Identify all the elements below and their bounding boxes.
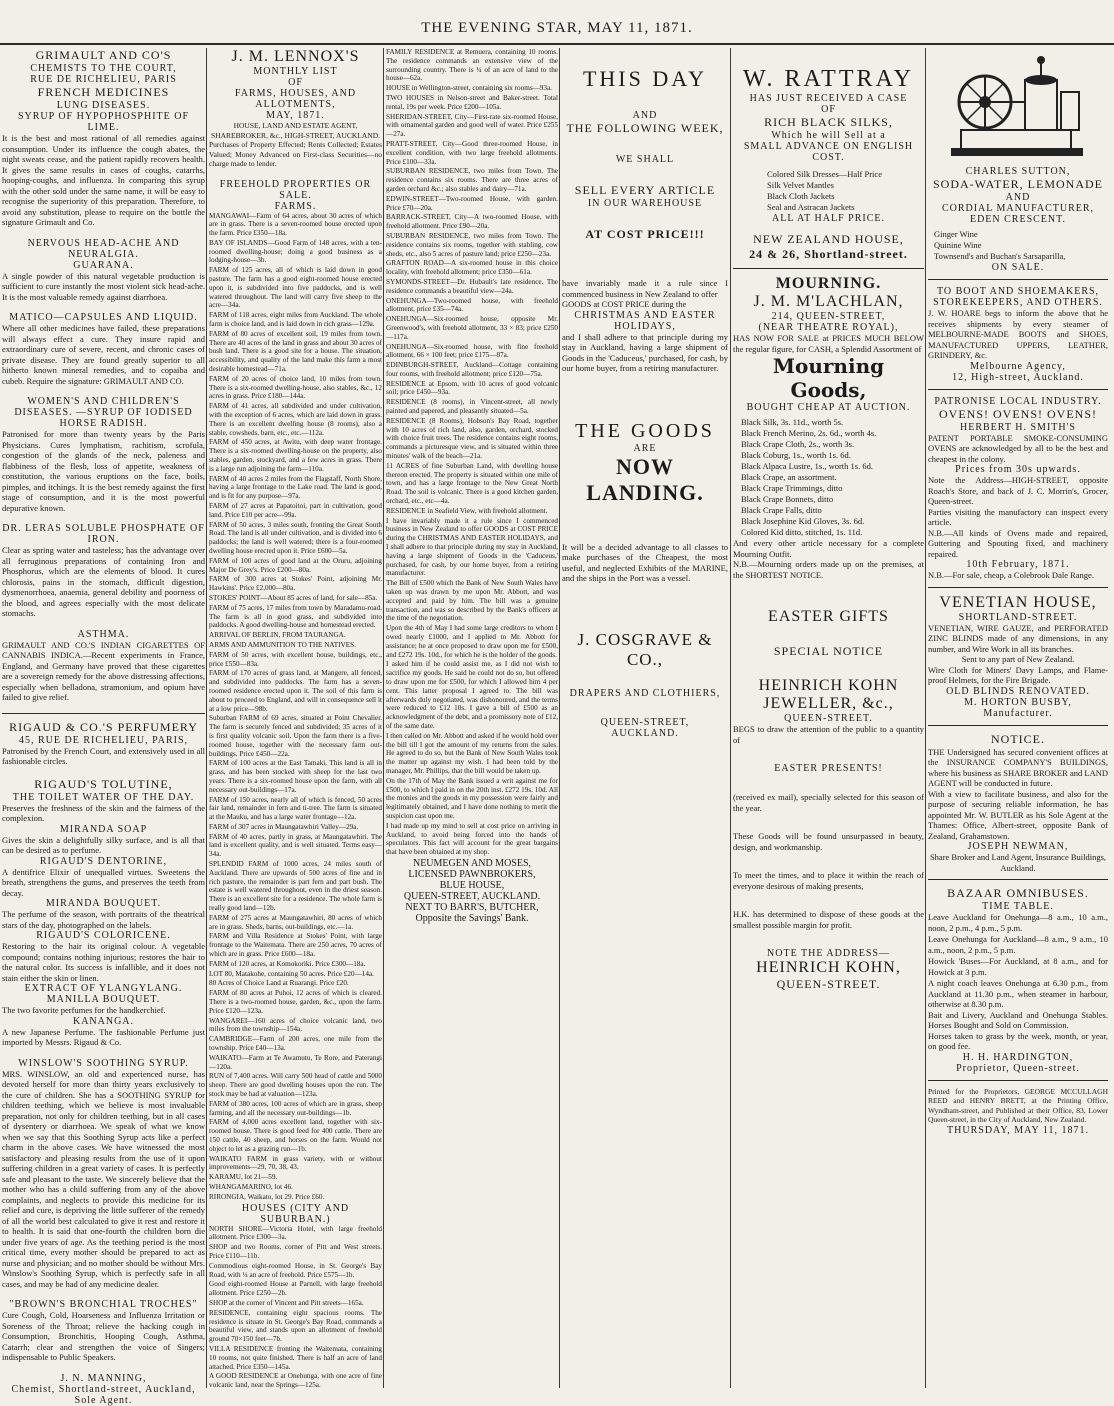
ad-subheading: "BROWN'S BRONCHIAL TROCHES" — [9, 1299, 198, 1310]
ad-body: have invariably made it a rule since I commenced business in New Zealand to offer — [562, 278, 728, 299]
ad-heading: FRENCH MEDICINES — [37, 85, 170, 99]
column-3 — [386, 48, 558, 1388]
column-rule — [559, 48, 560, 1388]
ad-subheading: DRAPERS AND CLOTHIERS, — [569, 687, 721, 699]
listing-entry: MANGAWAI—Farm of 64 acres, about 30 acres of which are in grass. There is a seven-roomed house erected upon the farm. Price £350—18a. — [209, 211, 382, 238]
ad-heading: RIGAUD & CO.'S PERFUMERY — [9, 719, 198, 734]
timetable-entry: Howick 'Buses—For Auckland, at 8 a.m., and for Howick at 3 p.m. — [928, 956, 1108, 977]
listing-entry: RESIDENCE, containing eight spacious rooms. The residence is situate in St. George's Bay Road, commands a beautiful view, and stands upon an allotment of freehold ground 70×150 feet—7b. — [209, 1308, 382, 1344]
ad-body: Which he will Sell at a — [771, 130, 886, 141]
ad-body: Parties visiting the manufactory can inspect every article. — [928, 506, 1108, 527]
ad-address: 24 & 26, Shortland-street. — [749, 247, 908, 261]
item-list — [733, 417, 924, 538]
masthead-rule — [0, 43, 1114, 45]
ad-subheading: OF — [821, 104, 836, 115]
ad-body: Bait and Livery, Auckland and Onehunga Stables. Horses Bought and Sold on Commission. — [928, 1009, 1108, 1030]
ad-subheading: FARMS, HOUSES, AND ALLOTMENTS, — [234, 88, 357, 110]
ad-subheading: FREEHOLD PROPERTIES OR SALE. — [219, 178, 372, 201]
listing-entry: STOKES' POINT—About 85 acres of land, for sale—85a. — [209, 593, 378, 602]
ad-body: A dentifrice Elixir of unequalled virtues. Sweetens the breath, strengthens the gums, and preserves the teeth from decay. — [2, 866, 205, 898]
ad-line: NEUMEGEN AND MOSES, — [412, 857, 532, 869]
ad-body: Prices from 30s upwards. — [955, 464, 1081, 475]
ad-heading: BAZAAR OMNIBUSES. — [947, 886, 1089, 900]
listing-entry: WAIKATO FARM in grass variety, with or without improvements—29, 70, 38, 43. — [209, 1154, 382, 1172]
listing-entry: 11 ACRES of fine Suburban Land, with dwelling house thereon erected. The property is situated within one mile of town, and has a large frontage to the New Great North Road. The soil is volcanic. There is a good kitchen garden, orchard, etc., etc—4a. — [386, 461, 558, 506]
listing-entry: FARM of 40 acres 2 miles from the Flagstaff, North Shore, having a large frontage to the Lake road. The land is good, and is fit for any purpose—97a. — [209, 474, 382, 501]
listing-entry: RUN of 7,400 acres. Will carry 500 head of cattle and 5000 sheep. There are good dwelling houses upon the run. The stock may be had at valuation—123a. — [209, 1072, 382, 1098]
divider — [928, 1080, 1108, 1081]
ad-subheading: QUEEN-STREET, — [600, 716, 690, 728]
listing-entry: EDWIN-STREET—Two-roomed House, with garden. Price £70—20a. — [386, 194, 558, 212]
ad-headline: THIS DAY — [582, 66, 708, 91]
listing-entry: HOUSE in Wellington-street, containing six rooms—93a. — [386, 84, 552, 93]
listing-entry: GRAFTON ROAD—A six-roomed house in this choice locality, with freehold allotment; price £350—61a. — [386, 259, 558, 277]
listing-entry: 80 Acres of Choice Land at Ruarangi. Price £20. — [209, 979, 349, 988]
listing-entry: FARM of 40 acres, partly in grass, at Maungatawhiri. The land is excellent quality, and is well situated. Terms easy—34a. — [209, 832, 382, 859]
item: Black French Merino, 2s. 6d., worth 4s. — [741, 428, 877, 438]
item: Black Crape Trimmings, ditto — [741, 483, 843, 493]
listing-entry: FARM of 450 acres, at Awitu, with deep water frontage. There is a six-roomed dwelling-house on the property, also stables, garden, stockyard, and a few acres in grass. There is a large run adjoining the farm—110a. — [209, 438, 382, 473]
ad-subheading: EXTRACT OF YLANGYLANG. MANILLA BOUQUET. — [24, 983, 183, 1005]
ad-heading: Mourning Goods, — [772, 354, 885, 402]
listing-entry: FARM of 100 acres at the East Tamaki. This land is all in grass, and has been stocked with sheep for the last two years. There is a six-roomed house upon the farm, with all necessary out-buildings—17a. — [209, 759, 382, 794]
ad-subheading: LUNG DISEASES. — [56, 100, 151, 111]
timetable-entry: Leave Onehunga for Auckland—8 a.m., 9 a.m., 10 a.m., noon, 2 p.m., 5 p.m. — [928, 934, 1108, 955]
listing-entry: SUBURBAN RESIDENCE, two miles from Town. The residence contains six rooms. There are three acres of garden orchard &c.; also stables and dairy—71a. — [386, 167, 558, 193]
ad-heading: J. M. M'LACHLAN, — [753, 293, 904, 310]
listing-entry: Good eight-roomed House at Parnell, with large freehold allotment. Price £250—2b. — [209, 1280, 382, 1298]
ad-address: Melbourne Agency, — [970, 360, 1066, 372]
ad-body: The perfume of the season, with portraits of the theatrical stars of the day, photographed on the labels. — [2, 909, 205, 930]
ad-heading: J. M. LENNOX'S — [231, 48, 360, 65]
listing-entry: ONEHUNGA—Six-roomed house, opposite Mr. Greenwood's, with freehold allotment, 33 × 83; price £250—117a. — [386, 315, 558, 341]
ad-body: N.B.—For sale, cheap, a Colebrook Dale Range. — [928, 570, 1094, 580]
ad-body: A new Japanese Perfume. The fashionable Perfume just imported by Messrs. Rigaud & Co. — [2, 1026, 205, 1047]
item: Black Crape Bonnets, ditto — [741, 494, 834, 504]
ad-subheading: FARMS. — [274, 200, 317, 212]
ad-body: It will be a decided advantage to all classes to make purchases of the Cheapest, the most useful, and neglected Exhibits of the MARINE, and the ships in the Port was a vessel. — [562, 541, 728, 583]
ad-body: Clear as spring water and tasteless; has the advantage over all ferruginous preparations of containing Iron and Phosphorus, which are the elements of blood. It cures chlorosis, pains in the stomach, difficult digestion, dysmenorrhoea, anaemia, general debility and poorness of the blood, and agrees especially with the most delicate stomachs. — [2, 545, 205, 618]
ad-body: THE Undersigned has secured convenient offices at the INSURANCE COMPANY'S BUILDINGS, where his business as SHARE BROKER and LAND AGENT will be conducted in future. — [928, 746, 1108, 788]
ad-subheading: NOTE THE ADDRESS— — [767, 948, 890, 959]
letter-paragraph: I then called on Mr. Abbott and asked if he would hold over the bill till I got the amount of my returns from the sales. He agreed to do so, but the Bank of New South Wales took the matter up against my wish. I had been told by the manager, Mr. Phillips, that the bill would be taken up. — [386, 731, 558, 775]
ad-heading: HEINRICH KOHN, — [756, 959, 901, 976]
ad-subheading: WINSLOW'S SOOTHING SYRUP. — [18, 1057, 189, 1069]
ad-heading: CHARLES SUTTON, — [965, 166, 1071, 177]
listing-entry: FARM of 27 acres at Papatoitoi, part in cultivation, good land. Price £10 per acre—99a. — [209, 502, 382, 519]
ad-body: MRS. WINSLOW, an old and experienced nurse, has devoted herself for more than thirty years exclusively to the cure of children. She has a SOOTHING SYRUP for children teething, which we believe is most invaluable preparation, not only for children teething, but in all cases of dysentery or diarrhoea. We speak of what we know when we say that this Soothing Syrup acts like a perfect charm in the above cases. We have witnessed the most satisfactory and pleasing results from the use of it upon suffering children in a great variety of cases. It is perfectly safe and pleasant to the taste. We sincerely believe that the mother who has a child suffering from any of the above complaints, and neglects to provide this medicine for its relief and cure, is depriving the little sufferer of the remedy of all the world best calculated to give it rest and restore it to health. It is said that one-fourth the children born die under five years of age. As the teething period is the most critical time, every mother should be prepared to act as nurse and physician; and no mother should be without Mrs. Winslow's Soothing Syrup, which is perfectly safe in all cases, and may be had of any medicine dealer. — [2, 1068, 205, 1289]
ad-heading: TO BOOT AND SHOEMAKERS, STOREKEEPERS, AND OTHERS. — [933, 286, 1103, 308]
ad-subheading: RIGAUD'S DENTORINE, — [39, 855, 168, 867]
letter-paragraph: Upon the 4th of May I had some large creditors to whom I owed nearly £1000, and I applied to Mr. Abbott for assistance; he at once proposed to draw upon me for £500, and £272 19s. 10d., for which he is the holder of the goods. — [386, 624, 558, 659]
item: Black Alpaca Lustre, 1s., worth 1s. 6d. — [741, 461, 873, 471]
divider — [928, 279, 1108, 280]
ad-address: Chemist, Shortland-street, Auckland, — [11, 1383, 196, 1395]
listing-entry: FAMILY RESIDENCE at Remuera, containing 10 rooms. The residence commands an extensive view of the surrounding country. There is ¼ of an acre of land to the house—62a. — [386, 48, 558, 83]
listing-entry: SHOP and two Rooms, corner of Pitt and West streets. Price £110—11b. — [209, 1243, 382, 1260]
ad-body: These Goods will be found unsurpassed in beauty, design, and workmanship. — [733, 831, 924, 852]
ad-body: Cure Cough, Cold, Hoarseness and Influenza Irritation or Soreness of the Throat; relieve the hacking cough in Consumption, Bronchitis, Hooping Cough, Asthma, Catarrh; clear and strengthen the voice of Singers; indispensable to Public Speakers. — [2, 1310, 205, 1362]
ad-heading: RIGAUD'S TOLUTINE, — [34, 776, 173, 791]
item: Black Crape Cloth, 2s., worth 3s. — [741, 439, 855, 449]
property-listing — [386, 48, 558, 516]
masthead-title: THE EVENING STAR, MAY 11, 1871. — [421, 20, 693, 36]
listing-entry: PRATT-STREET, City—Good three-roomed House, in excellent condition, with two large freehold allotments. Price £100—33a. — [386, 139, 558, 166]
listing-entry: FARM of 170 acres of grass land, at Mangere, all fenced, and subdivided into paddocks. The farm has a seven-roomed residence erected upon it. The soil of this farm is about to proceed to England, and will in consequence sell it at a low price—98b. — [209, 669, 382, 713]
letter-paragraph: I had made up my mind to sell at cost price on arriving in Auckland, to avoid being forced into the hands of speculators. This fact will account for the great bargains that have been obtained at my shop. — [386, 821, 558, 857]
item: Black Silk, 3s. 11d., worth 5s. — [741, 417, 844, 427]
ad-subheading: EASTER PRESENTS! — [774, 763, 883, 774]
ad-headline: THE GOODS — [575, 419, 715, 442]
pawnbroker-ad — [386, 858, 558, 924]
ad-subheading: AT COST PRICE!!! — [585, 227, 705, 241]
item: Black Coburg, 1s., worth 1s. 6d. — [741, 450, 851, 460]
listing-entry: WANGAREI—160 acres of choice volcanic land, two miles from the township—154a. — [209, 1016, 382, 1034]
ad-subheading: ALL AT HALF PRICE. — [771, 213, 885, 224]
ad-heading: HEINRICH KOHN — [758, 677, 899, 694]
ad-heading: GRIMAULT AND CO'S — [35, 48, 172, 62]
ad-subheading: AND — [1005, 192, 1031, 203]
ad-body: With a view to facilitate business, and also for the purpose of securing reliable information, he has appointed Mr. W. BUTLER as his Sole Agent at the Thames: Office, Albert-street, opposite Bank of Zealand, Grahamstown. — [928, 788, 1108, 841]
listing-entry: LOT 80, Matakohe, containing 50 acres. Price £20—14a. — [209, 969, 374, 978]
listing-entry: FARM of 125 acres, all of which is laid down in good pasture. The farm has a good eight-roomed house erected upon it, is subdivided into five paddocks, and is well watered throughout. The land will carry five sheep to the acre—34a. — [209, 266, 382, 310]
ad-date: MAY, 1871. — [266, 110, 325, 121]
ad-heading: HERBERT H. SMITH'S — [960, 421, 1076, 433]
ad-body: Share Broker and Land Agent, Insurance Buildings, Auckland. — [929, 852, 1107, 873]
ad-body: And every other article necessary for a complete Mourning Outfit. — [733, 538, 924, 559]
listing-entry: Commodious eight-roomed House, in St. George's Bay Road, with ¼ an acre of freehold. Price £575—1b. — [209, 1261, 382, 1279]
ad-subheading: MIRANDA BOUQUET. — [45, 898, 162, 909]
listing-entry: SUBURBAN RESIDENCE, two miles from Town. The residence contains six rooms, together with stabling, cow sheds, etc., also 5 acres of pasture land; price £250—23a. — [386, 231, 558, 258]
ad-headline: NOW LANDING. — [586, 453, 704, 505]
listing-entry: SHOP at the corner of Vincent and Pitt streets—165a. — [209, 1298, 364, 1307]
ad-body: (received ex mail), specially selected for this season of the year. — [733, 792, 924, 813]
ad-body: Restoring to the hair its original colour. A vegetable compound; contains nothing injurious; restores the hair to the natural color. Its success is infallible, and it does not stain either the skin or linen. — [2, 941, 205, 983]
listing-entry: SHERIDAN-STREET, City—First-rate six-roomed House, with ornamental garden and good well of water. Price £255—27a. — [386, 112, 558, 139]
ad-body: A single powder of this natural vegetable production is sufficient to cure instantly the most violent sick head-ache. It is the most valuable remedy against diarrhoea. — [2, 270, 205, 302]
listing-entry: SPLENDID FARM of 1000 acres, 24 miles south of Auckland. There are upwards of 500 acres of fine and in rich pasture, the remainder is part fern and part bush. The estate is well watered throughout, even in the driest season. There is an excellent site for a residence. The whole farm is really good land—12b. — [209, 860, 382, 913]
ad-body: and I shall adhere to that principle during my stay in Auckland, having a large shipment of Goods in the 'Caduceus,' purchased, for cash, by our home buyer, from a retiring manufacturer. — [562, 331, 728, 373]
listing-entry: WHANGAMARINO, lot 46. — [209, 1182, 293, 1191]
listing-entry: ONEHUNGA—Six-roomed house, with fine freehold allotment, 66 × 100 feet; price £175—87a. — [386, 342, 558, 360]
listing-entry: FARM of 120 acres, at Komokoriki. Price £300—18a. — [209, 959, 366, 968]
ad-subheading: OF — [288, 77, 303, 88]
ad-body: N.B.—All kinds of Ovens made and repaired, Guttering and Spouting fixed, and machinery repaired. — [928, 527, 1108, 559]
item: Black Crape Falls, ditto — [741, 505, 822, 515]
listing-entry: TWO HOUSES in Nelson-street and Baker-street. Total rental, 19s per week. Price £200—105a. — [386, 93, 558, 111]
listing-entry: BARRACK-STREET, City—A two-roomed House, with freehold allotment. Price £90—20a. — [386, 213, 558, 231]
listing-entry: FARM of 307 acres in Maungatawhiri Valley—29a. — [209, 822, 359, 831]
column-2 — [209, 48, 382, 1388]
ad-subheading: THE FOLLOWING WEEK, — [566, 121, 724, 135]
ad-subheading: CHRISTMAS AND EASTER — [574, 309, 716, 321]
listing-entry: FARM of 80 acres of excellent soil, 19 miles from town. There are 40 acres of the land in grass and about 30 acres of bush land. There is a good site for a house. The situation, accessibility, and quality of the land make this farm a most desirable homestead—71a. — [209, 329, 382, 374]
listing-entry: CAMBRIDGE—Farm of 200 acres, one mile from the township. Price £40—13a. — [209, 1035, 382, 1053]
item: Townsend's and Buchan's Sarsaparilla, — [934, 251, 1066, 261]
ad-headline: W. RATTRAY — [743, 66, 914, 92]
listing-entry: SYMONDS-STREET—Dr. Hubault's late residence. The residence commands a beautiful view—24a. — [386, 277, 558, 295]
ad-heading: JEWELLER, &c., — [763, 695, 894, 712]
column-5 — [733, 48, 924, 1388]
ad-body: Note the Address—HIGH-STREET, opposite Roach's Store, and back of J. C. Morrin's, Grocer, Queen-street. — [928, 475, 1108, 506]
ad-address: (NEAR THEATRE ROYAL), — [758, 322, 899, 333]
ad-subheading: TIME TABLE. — [982, 901, 1054, 912]
ad-address: 12, High-street, Auckland. — [952, 371, 1084, 383]
letter-paragraph: I have invariably made it a rule since I commenced business in New Zealand to offer GOODS at COST PRICE during the CHRISTMAS AND EASTER HOLIDAYS, and I shall adhere to that principle during my stay in Auckland, having a large shipment of Goods in the 'Caduceus,' purchased, for cash, by our home buyer, from a retiring manufacturer. — [386, 516, 558, 578]
timetable-entry: Leave Auckland for Onehunga—8 a.m., 10 a.m., noon, 2 p.m., 4 p.m., 5 p.m. — [928, 912, 1108, 933]
ad-subheading: HOUSES (CITY AND SUBURBAN.) — [241, 1202, 350, 1225]
listing-entry: RIRONGIA, Waikato, lot 29. Price £60. — [209, 1192, 325, 1201]
ad-line: LICENSED PAWNBROKERS, — [408, 868, 536, 880]
divider — [2, 713, 205, 714]
ad-body: J. W. HOARE begs to inform the above that he receives shipments by every steamer of MELBOURNE-MADE BOOTS and SHOES, MANUFACTURED UPPERS, LEATHER, GRINDERY, &c. — [928, 308, 1108, 360]
ad-subheading: MATICO—CAPSULES AND LIQUID. — [9, 312, 198, 323]
ad-subheading: AUCKLAND. — [611, 727, 679, 739]
listing-entry: RESIDENCE in Seafield View, with freehold allotment. — [386, 506, 548, 515]
column-rule — [383, 48, 384, 1388]
item-list — [928, 912, 1108, 978]
ad-signature: Manufacturer. — [983, 707, 1053, 719]
column-rule — [925, 48, 926, 1388]
ad-body: Patronised by the French Court, and extensively used in all fashionable circles. — [2, 745, 205, 766]
listing-entry: FARM of 20 acres of choice land, 10 miles from town. There is a six-roomed dwelling-house, also stables, &c., 12 acres in grass. Price £180—144a. — [209, 374, 382, 401]
ad-body: To meet the times, and to place it within the reach of everyone desirous of making presents, — [733, 870, 924, 891]
listing-entry: FARM of 50 acres, with excellent house, buildings, etc., price £550—83a. — [209, 650, 382, 668]
ad-heading: MOURNING. — [775, 275, 882, 292]
ad-address: SHORTLAND-STREET. — [958, 611, 1078, 623]
ad-heading: NOTICE. — [991, 731, 1045, 746]
ad-subheading: DR. LERAS SOLUBLE PHOSPHATE OF IRON. — [2, 523, 205, 545]
ad-body: BEGS to draw the attention of the public to a quantity of — [733, 724, 924, 745]
listing-entry: FARM of 4,000 acres excellent land, together with six-roomed house. There is good feed for 400 cattle. There are 150 cattle, 40 sheep, and horses on the farm. Would not object to let as a grazing run—1b. — [209, 1118, 382, 1153]
column-4 — [562, 48, 728, 1388]
item: Ginger Wine — [934, 229, 978, 239]
ad-subheading: SPECIAL NOTICE — [773, 644, 884, 658]
listing-entry: FARM of 80 acres at Puhoi, 12 acres of which is cleared. There is a two-roomed house, garden, &c., upon the farm. Price £120—123a. — [209, 989, 382, 1015]
divider — [928, 879, 1108, 880]
ad-body: N.B.—Mourning orders made up on the premises, at the SHORTEST NOTICE. — [733, 559, 924, 580]
ad-body: HAS NOW FOR SALE at PRICES MUCH BELOW the regular figure, for CASH, a Splendid Assortment of — [733, 333, 924, 354]
listing-entry: FARM and Villa Residence at Stokes' Point, with large frontage to the Waitemata. There are 250 acres, 70 acres of which are in grass. Price £600—18a. — [209, 932, 382, 959]
letter-paragraph: The Bill of £500 which the Bank of New South Wales have taken up was drawn by me upon Mr. Abbott, and was accepted and paid by him. The bill was a genuine transaction, and was so described by the Bank's officers at the time of the negotiation. — [386, 579, 558, 623]
ad-body: GRIMAULT AND CO.'S INDIAN CIGARETTES OF CANNABIS INDICA.—Recent experiments in France, England, and Germany have proved that these cigarettes are a sovereign remedy for the above distressing affections, especially when belladona, stramonium, and opium have failed to give relief. — [2, 639, 205, 702]
ad-subheading: ON SALE. — [991, 262, 1045, 273]
listing-entry: RESIDENCE (8 Rooms), Hobson's Bay Road, together with 10 acres of rich land, also, garden, orchard, stocked with choice fruit trees. The residence contains eight rooms, commands a picturesque view, and is situated within three minutes' walk of the beach—21a. — [386, 416, 558, 461]
listing-entry: ARMS AND AMMUNITION TO THE NATIVES. — [209, 640, 356, 649]
ad-subheading: WE SHALL — [615, 154, 675, 165]
ad-address: 45, RUE DE RICHELIEU, PARIS, — [18, 734, 189, 746]
ad-signature: JOSEPH NEWMAN, — [967, 841, 1069, 852]
imprint-date: THURSDAY, MAY 11, 1871. — [947, 1124, 1089, 1136]
item: Black Cloth Jackets — [767, 191, 835, 201]
ad-address: EDEN CRESCENT. — [969, 214, 1067, 225]
ad-subheading: IN OUR WAREHOUSE — [587, 198, 703, 209]
ad-body: Horses taken to grass by the week, month, or year, on good fee. — [928, 1030, 1108, 1051]
ad-subheading: WOMEN'S AND CHILDREN'S DISEASES. —SYRUP OF IODISED HORSE RADISH. — [14, 396, 193, 429]
ad-line: Opposite the Savings' Bank. — [415, 912, 529, 924]
divider — [733, 268, 924, 269]
machine-illustration — [943, 52, 1093, 164]
item: Colored Silk Dresses—Half Price — [767, 169, 882, 179]
ad-body: Preserves the freshness of the skin and the fairness of the complexion. — [2, 802, 205, 823]
ad-body: VENETIAN, WIRE GAUZE, and PERFORATED ZINC BLINDS made of any dimensions, in any number, and Wire Work in all its branches. — [928, 622, 1108, 654]
ad-subheading: ARE — [633, 442, 657, 454]
property-listing — [209, 1225, 382, 1390]
ad-line: QUEEN-STREET, AUCKLAND. — [403, 890, 541, 902]
ad-signature: J. N. MANNING, — [60, 1372, 147, 1384]
ad-signature: H. H. HARDINGTON, — [962, 1051, 1074, 1063]
listing-entry: FARM of 118 acres, eight miles from Auckland. The whole farm is choice land, and is laid down in rich grass—129a. — [209, 311, 382, 329]
ad-date: 10th February, 1871. — [966, 559, 1070, 570]
ad-subheading: AND — [632, 110, 658, 121]
ad-heading: SODA-WATER, LEMONADE — [933, 177, 1103, 191]
ad-subheading: GUARANA. — [73, 259, 134, 271]
ad-address: RUE DE RICHELIEU, PARIS — [30, 74, 177, 85]
listing-entry: FARM of 41 acres, all subdivided and under cultivation, with the exception of 6 acres, which are laid down in grass. There is an excellent dwelling house (8 rooms), also a stable, cowsheds, barn, etc., etc.—112a. — [209, 402, 382, 437]
ad-subheading: HAS JUST RECEIVED A CASE — [749, 93, 908, 104]
ad-subheading: RICH BLACK SILKS, — [764, 115, 893, 129]
ad-body: It is the best and most rational of all remedies against consumption. Under its influence the cough abates, the night sweats cease, and the patient rapidly recovers health. It gives the same results in cases of coughs, catarrhs, hooping-coughs, and influenza. In comparing this syrup with the other sold under the same name, it will be easy to recognise the superiority of this preparation. Therefore, to avoid any substitution, please to require on the bottle the signature Grimault and Co. — [2, 133, 205, 227]
divider — [928, 725, 1108, 726]
listing-entry: RESIDENCE (8 rooms), in Vincent-street, all newly painted and papered, and pleasantly situated—5a. — [386, 398, 558, 416]
divider — [928, 587, 1108, 588]
masthead — [0, 0, 1114, 38]
ad-address: QUEEN-STREET. — [776, 977, 881, 991]
ad-subheading: BOUGHT CHEAP AT AUCTION. — [746, 402, 911, 413]
ad-signature: Sole Agent. — [74, 1394, 133, 1406]
ad-subheading: ASTHMA. — [77, 628, 130, 640]
ad-body: Wire Cloth for Miners' Davy Lamps, and Flame-proof Helmets, for the Fire Brigade. — [928, 664, 1108, 685]
listing-entry: FARM of 100 acres of good land at the Oruru, adjoining Major De Grey's. Price £200—80a. — [209, 556, 382, 574]
ad-heading: NEW ZEALAND HOUSE, — [753, 232, 904, 246]
ad-subheading: SMALL ADVANCE ON ENGLISH COST. — [743, 141, 914, 163]
column-rule — [206, 48, 207, 1388]
listing-entry: Suburban FARM of 69 acres, situated at Point Chevalier. The farm is securely fenced and subdivided; 35 acres of it is first quality volcanic soil. Upon the farm there is a five-roomed house, together with the necessary farm out-buildings. Price £450—22a. — [209, 714, 382, 758]
listing-entry: WAIKATO—Farm at Te Awamutu, Te Rore, and Paterangi—120a. — [209, 1053, 382, 1071]
ad-body: GOODS at COST PRICE during the — [562, 299, 687, 309]
ad-heading: PATRONISE LOCAL INDUSTRY. — [934, 395, 1102, 407]
ad-body: A night coach leaves Onehunga at 6.30 p.m., from Auckland at 11.30 p.m., when steamer in harbour, otherwise at 8.30 p.m. — [928, 978, 1108, 1009]
item-list — [733, 169, 924, 213]
ad-subheading: THE TOILET WATER OF THE DAY. — [12, 791, 195, 803]
item: Quinine Wine — [934, 240, 982, 250]
listing-entry: FARM of 380 acres, 100 acres of which are in grass, sheep farming, and all the necessary out-buildings—1b. — [209, 1099, 382, 1117]
item: Silk Velvet Mantles — [767, 180, 834, 190]
ad-body: H.K. has determined to dispose of these goods at the smallest possible margin for profit. — [733, 909, 924, 930]
ad-body: HOUSE, LAND AND ESTATE AGENT, SHAREBROKER, &c., HIGH-STREET, AUCKLAND. — [210, 121, 381, 140]
column-6 — [928, 48, 1108, 1388]
listing-entry: A GOOD RESIDENCE at Onehunga, with one acre of fine volcanic land, near the Springs—125a. — [209, 1372, 382, 1390]
item-list — [928, 229, 1108, 262]
ad-subheading: CHEMISTS TO THE COURT, — [30, 63, 177, 74]
ad-body: The two favorite perfumes for the handkerchief. — [2, 1005, 166, 1015]
letter-paragraph: On the 17th of May the Bank issued a writ against me for £500, to which I paid in on the 20th inst. £272 19s. 10d. All the monies and the goods in my possession were fairly and legitimately obtained, and I have done nothing to merit the suspicion cast upon me. — [386, 776, 558, 820]
listing-entry: FARM of 50 acres, 3 miles south, fronting the Great South Road. The land is all under cultivation, and is divided into 6 paddocks; the land is well watered; there is a four-roomed dwelling house erected upon it. Price £600—5a. — [209, 520, 382, 555]
ad-body: Where all other medicines have failed, these preparations will always effect a cure. They insure rapid and extraordinary cure of severe, recent, and chronic cases of private disease. They are found greatly superior to all hitherto known mineral remedies, and to copaiba and cubeb. Require the signature: GRIMAULT AND CO. — [2, 323, 205, 386]
listing-entry: FARM of 75 acres, 17 miles from town by Maradamu-road. The farm is all in good grass, and subdivided into paddocks. A good dwelling-house and homestead erected. — [209, 603, 382, 630]
ad-subheading: MONTHLY LIST — [253, 66, 338, 77]
listing-entry: FARM of 300 acres at Stokes' Point, adjoining Mr. Hawkins'. Price £2,000—80a. — [209, 575, 382, 593]
ad-line: BLUE HOUSE, — [439, 879, 505, 891]
ad-subheading: HOLIDAYS, — [614, 320, 676, 332]
ad-subheading: MIRANDA SOAP — [59, 823, 148, 835]
ad-subheading: CORDIAL MANUFACTURER, — [941, 203, 1095, 214]
ad-subheading: SELL EVERY ARTICLE — [574, 183, 716, 197]
imprint: Printed for the Proprietors, GEORGE MCCULLAGH REED and HENRY BRETT, at the Printing Office, Wyndham-street, and Published at their Office, 83, Lower Queen-street, in the City of Auckland, New Zealand. — [928, 1086, 1108, 1124]
listing-entry: KARAMU, lot 21—59. — [209, 1173, 278, 1182]
ad-heading: OVENS! OVENS! OVENS! — [939, 406, 1097, 421]
letter-text — [386, 517, 558, 857]
ad-subheading: KANANGA. — [72, 1015, 135, 1027]
column-1 — [2, 48, 205, 1406]
listing-entry: ONEHUNGA—Two-roomed house, with freehold allotment, price £35—74a. — [386, 296, 558, 314]
ad-signature: Proprietor, Queen-street. — [956, 1062, 1080, 1074]
ad-body: Purchases of Property Effected; Rents Collected; Estates Valued; Money Advanced on First-class Securities—no charge made to lender. — [209, 140, 382, 168]
ad-address: QUEEN-STREET. — [784, 713, 873, 724]
listing-entry: VILLA RESIDENCE fronting the Waitemata, containing 10 rooms, not quite finished. There is half an acre of land attached. Price £350—145a. — [209, 1344, 382, 1371]
item: Seal and Astracan Jackets — [767, 202, 855, 212]
ad-signature: M. HORTON BUSBY, — [964, 696, 1072, 708]
ad-body: PATENT PORTABLE SMOKE-CONSUMING OVENS are acknowledged by all to be the best and cheapest in the colony. — [928, 432, 1108, 464]
ad-subheading: OLD BLINDS RENOVATED. — [946, 685, 1090, 697]
ad-body: Gives the skin a delightfully silky surface, and is all that can be desired as to perfume. — [2, 834, 205, 855]
ad-subheading: SYRUP OF HYPOPHOSPHITE OF LIME. — [17, 111, 190, 133]
item: Black Crape, an assortment. — [741, 472, 837, 482]
ad-subheading: RIGAUD'S COLORICENE. — [36, 930, 171, 941]
listing-entry: RESIDENCE at Epsom, with 10 acres of good volcanic soil; price £450—93a. — [386, 379, 558, 397]
letter-paragraph: I asked him if he could assist me, as I did not wish to sacrifice my goods. He said he could not do so, but offered to draw upon me for £500, for which I allowed him 4 per cent. This latter proposal I agreed to. The bill was afterwards duly negotiated, was dishonoured, and the terms were reduced to £12 10s. I gave a bill of £500 as an acknowledgment of the debt, and a promissory note of £12, of the same date. — [386, 660, 558, 730]
ad-heading: VENETIAN HOUSE, — [939, 593, 1097, 611]
listing-entry: NORTH SHORE—Victoria Hotel, with large freehold allotment. Price £300—3a. — [209, 1224, 382, 1242]
listing-entry: FARM of 275 acres at Maungatawhiri, 80 acres of which are in grass. Sheds, barns, out-buildings, etc.—1a. — [209, 913, 382, 931]
ad-heading: EASTER GIFTS — [768, 608, 889, 625]
column-rule — [730, 48, 731, 1388]
listing-entry: FARM of 150 acres, nearly all of which is fenced, 50 acres fair land, remainder in fern and ti-tree. The farm is situated at the Mauku, and has a large water frontage—12a. — [209, 795, 382, 822]
ad-address: 214, QUEEN-STREET, — [771, 311, 886, 322]
ad-heading: J. COSGRAVE & CO., — [577, 629, 713, 669]
listing-entry: ARRIVAL OF BERLIN, FROM TAURANGA. — [209, 631, 346, 640]
ad-body: Patronised for more than twenty years by the Paris Physicians. Cures lymphatism, rachitism, scrofula, congestion of the glands of the neck, paleness and flabbiness of the flesh, loss of appetite, weakness of constitution, the various eruptions on the face, boils, pimples, and itchings. It is the best remedy against the first stage of consumption, and it is the most powerful depurative known. — [2, 429, 205, 513]
item: Black Josephine Kid Gloves, 3s. 6d. — [741, 516, 865, 526]
ad-body: Sent to any part of New Zealand. — [961, 654, 1075, 664]
ad-line: NEXT TO BARR'S, BUTCHER, — [405, 901, 539, 913]
item: Colored Kid ditto, stitched, 1s. 11d. — [741, 527, 863, 537]
divider — [928, 389, 1108, 390]
property-listing — [209, 212, 382, 1202]
ad-subheading: NERVOUS HEAD-ACHE AND NEURALGIA. — [27, 237, 180, 260]
listing-entry: BAY OF ISLANDS—Good Farm of 148 acres, with a ten-roomed dwelling-house; doing a good business as a lodging-house—3b. — [209, 238, 382, 265]
listing-entry: EDINBURGH-STREET, Auckland—Cottage containing four rooms, with freehold allotment; price £120—75a. — [386, 361, 558, 378]
